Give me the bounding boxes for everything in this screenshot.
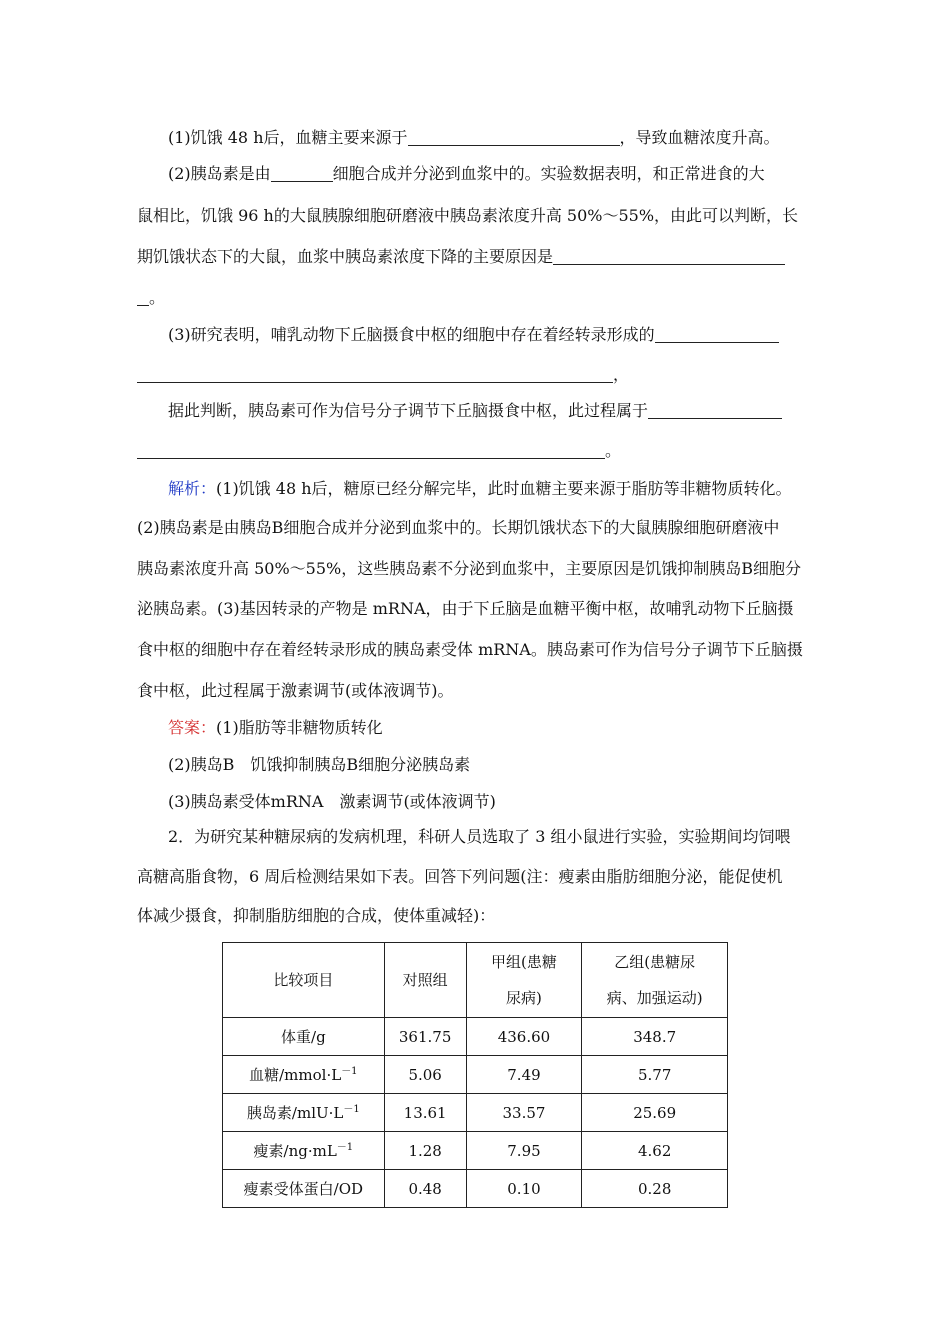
cell-control: 0.48 <box>384 1170 466 1208</box>
answer-blank <box>137 289 149 306</box>
q1-part1-tail: ，导致血糖浓度升高。 <box>619 128 780 147</box>
q2-line2: 高糖高脂食物，6 周后检测结果如下表。回答下列问题(注：瘦素由脂肪细胞分泌，能促使机 <box>137 867 783 886</box>
analysis-text1: (1)饥饿 48 h后，糖原已经分解完毕，此时血糖主要来源于脂肪等非糖物质转化。 <box>216 479 792 498</box>
header-group-b-line2: 病、加强运动) <box>606 989 703 1007</box>
answer-blank <box>271 165 333 182</box>
answer-blank <box>137 366 613 383</box>
analysis-line2: (2)胰岛素是由胰岛B细胞合成并分泌到血浆中的。长期饥饿状态下的大鼠胰腺细胞研磨液中 <box>137 518 780 537</box>
cell-group-a: 7.95 <box>466 1132 582 1170</box>
q1-part3-line4 <box>137 440 621 462</box>
q1-part3-end: 。 <box>605 441 622 460</box>
q1-part2-line4 <box>137 287 165 309</box>
table-row <box>223 1018 728 1056</box>
cell-control: 1.28 <box>384 1132 466 1170</box>
cell-group-b: 5.77 <box>582 1056 728 1094</box>
table-row <box>223 1132 728 1170</box>
table-row <box>223 1056 728 1094</box>
q1-part3-text: (3)研究表明，哺乳动物下丘脑摄食中枢的细胞中存在着经转录形成的 <box>168 325 655 344</box>
results-table <box>222 942 728 1208</box>
q1-part2-line1 <box>168 163 765 185</box>
q1-part3-text3: 据此判断，胰岛素可作为信号分子调节下丘脑摄食中枢，此过程属于 <box>168 401 649 420</box>
analysis-line1 <box>168 478 792 500</box>
cell-group-b: 4.62 <box>582 1132 728 1170</box>
cell-group-a: 7.49 <box>466 1056 582 1094</box>
q1-part1-text: (1)饥饿 48 h后，血糖主要来源于 <box>168 128 408 147</box>
cell-group-a: 33.57 <box>466 1094 582 1132</box>
q1-part2-end: 。 <box>149 288 166 307</box>
cell-group-a: 436.60 <box>466 1018 582 1056</box>
table-header-row <box>223 943 728 1018</box>
answer-line2: (2)胰岛B 饥饿抑制胰岛B细胞分泌胰岛素 <box>168 755 471 774</box>
header-group-a-line2: 尿病) <box>506 989 542 1007</box>
header-group-a <box>466 943 582 1018</box>
cell-control: 13.61 <box>384 1094 466 1132</box>
q2-line1: 2．为研究某种糖尿病的发病机理，科研人员选取了 3 组小鼠进行实验，实验期间均饲喂 <box>168 827 791 846</box>
row-label: 瘦素受体蛋白/OD <box>223 1170 385 1208</box>
q1-part3-line2 <box>137 364 629 386</box>
cell-control: 361.75 <box>384 1018 466 1056</box>
analysis-line6: 食中枢，此过程属于激素调节(或体液调节)。 <box>137 681 454 700</box>
cell-group-b: 0.28 <box>582 1170 728 1208</box>
row-label: 体重/g <box>223 1018 385 1056</box>
q1-part2-tail: 细胞合成并分泌到血浆中的。实验数据表明，和正常进食的大 <box>332 164 765 183</box>
q1-part1 <box>168 127 780 149</box>
analysis-label: 解析： <box>168 479 217 498</box>
cell-control: 5.06 <box>384 1056 466 1094</box>
header-group-b-line1: 乙组(患糖尿 <box>614 953 696 971</box>
answer-label: 答案： <box>168 718 217 737</box>
q1-part2-line2: 鼠相比，饥饿 96 h的大鼠胰腺细胞研磨液中胰岛素浓度升高 50%～55%，由此可以判断，长 <box>137 206 799 225</box>
table-row <box>223 1170 728 1208</box>
answer-line1 <box>168 717 383 739</box>
header-group-b <box>582 943 728 1018</box>
row-label: 血糖$/mmol\cdot L^{-1}$ <box>223 1056 385 1094</box>
answer-blank <box>655 326 779 343</box>
cell-group-a: 0.10 <box>466 1170 582 1208</box>
answer-line3: (3)胰岛素受体mRNA 激素调节(或体液调节) <box>168 792 496 811</box>
answer-text1: (1)脂肪等非糖物质转化 <box>216 718 383 737</box>
row-label: 胰岛素$/mlU\cdot L^{-1}$ <box>223 1094 385 1132</box>
answer-blank <box>137 442 605 459</box>
cell-group-b: 348.7 <box>582 1018 728 1056</box>
q1-part2-line3 <box>137 246 785 268</box>
row-label: 瘦素$/ng\cdot mL^{-1}$ <box>223 1132 385 1170</box>
q1-part3-line3 <box>168 400 782 422</box>
q1-part2-text3: 期饥饿状态下的大鼠，血浆中胰岛素浓度下降的主要原因是 <box>137 247 554 266</box>
cell-group-b: 25.69 <box>582 1094 728 1132</box>
q2-line3: 体减少摄食，抑制脂肪细胞的合成，使体重减轻)： <box>137 906 496 925</box>
q1-part3-line1 <box>168 324 779 346</box>
analysis-line3: 胰岛素浓度升高 50%～55%，这些胰岛素不分泌到血浆中，主要原因是饥饿抑制胰岛B细胞分 <box>137 559 801 578</box>
header-control: 对照组 <box>384 943 466 1018</box>
table-row <box>223 1094 728 1132</box>
analysis-line5: 食中枢的细胞中存在着经转录形成的胰岛素受体 mRNA。胰岛素可作为信号分子调节下丘脑摄 <box>137 640 803 659</box>
header-item: 比较项目 <box>223 943 385 1018</box>
analysis-line4: 泌胰岛素。(3)基因转录的产物是 mRNA，由于下丘脑是血糖平衡中枢，故哺乳动物下丘脑摄 <box>137 599 794 618</box>
header-group-a-line1: 甲组(患糖 <box>491 953 557 971</box>
answer-blank <box>648 402 782 419</box>
q1-part2-text: (2)胰岛素是由 <box>168 164 271 183</box>
q1-part3-comma: ， <box>613 365 630 384</box>
answer-blank <box>553 248 785 265</box>
answer-blank <box>408 129 620 146</box>
